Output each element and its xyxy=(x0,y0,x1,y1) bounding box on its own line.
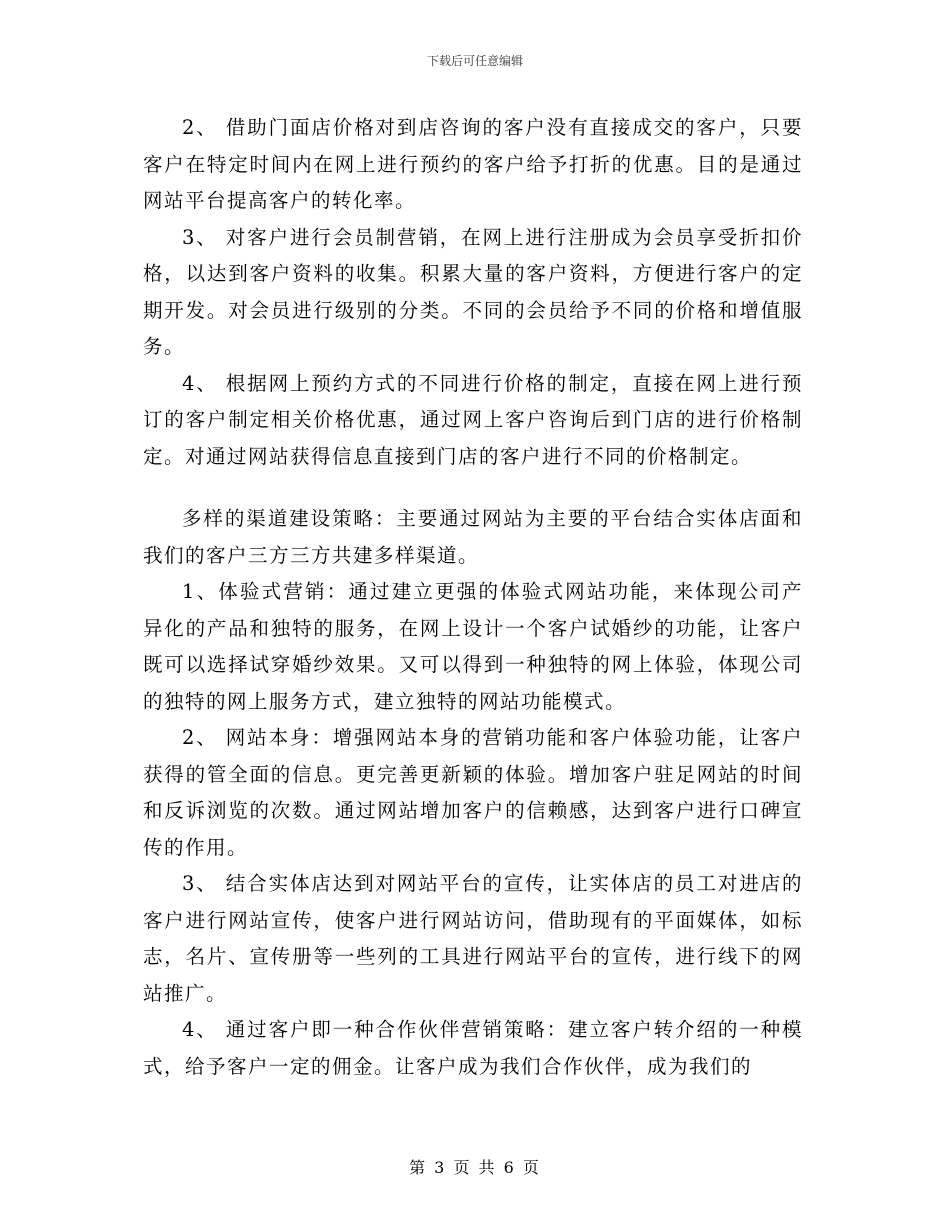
page-header: 下载后可任意编辑 xyxy=(426,54,523,68)
paragraph-channel-3: 3、 结合实体店达到对网站平台的宣传，让实体店的员工对进店的客户进行网站宣传，使客户进行网站访问，借助现有的平面媒体，如标志，名片、宣传册等一些列的工具进行网站平台的宣传，进行线下的网站推广。 xyxy=(143,872,803,1005)
section-gap xyxy=(143,475,803,501)
paragraph-channel-1: 1、体验式营销：通过建立更强的体验式网站功能，来体现公司产异化的产品和独特的服务，在网上设计一个客户试婚纱的功能，让客户既可以选择试穿婚纱效果。又可以得到一种独特的网上体验，体现公司的独特的网上服务方式，建立独特的网站功能模式。 xyxy=(143,580,803,713)
paragraph-channel-intro: 多样的渠道建设策略：主要通过网站为主要的平台结合实体店面和我们的客户三方三方共建多样渠道。 xyxy=(143,507,803,567)
paragraph-pricing-2: 2、 借助门面店价格对到店咨询的客户没有直接成交的客户，只要客户在特定时间内在网上进行预约的客户给予打折的优惠。目的是通过网站平台提高客户的转化率。 xyxy=(143,116,803,212)
paragraph-pricing-4: 4、 根据网上预约方式的不同进行价格的制定，直接在网上进行预订的客户制定相关价格优惠，通过网上客户咨询后到门店的进行价格制定。对通过网站获得信息直接到门店的客户进行不同的价格制定。 xyxy=(143,371,803,468)
document-body xyxy=(143,110,803,1085)
paragraph-channel-4: 4、 通过客户即一种合作伙伴营销策略：建立客户转介绍的一种模式，给予客户一定的佣金。让客户成为我们合作伙伴，成为我们的 xyxy=(143,1018,803,1078)
page-footer: 第 3 页 共 6 页 xyxy=(409,1158,541,1177)
paragraph-pricing-3: 3、 对客户进行会员制营销，在网上进行注册成为会员享受折扣价格，以达到客户资料的收集。积累大量的客户资料，方便进行客户的定期开发。对会员进行级别的分类。不同的会员给予不同的价格和增值服务。 xyxy=(143,225,803,358)
paragraph-channel-2: 2、 网站本身：增强网站本身的营销功能和客户体验功能，让客户获得的管全面的信息。更完善更新颖的体验。增加客户驻足网站的时间和反诉浏览的次数。通过网站增加客户的信赖感，达到客户进行口碑宣传的作用。 xyxy=(143,726,803,859)
